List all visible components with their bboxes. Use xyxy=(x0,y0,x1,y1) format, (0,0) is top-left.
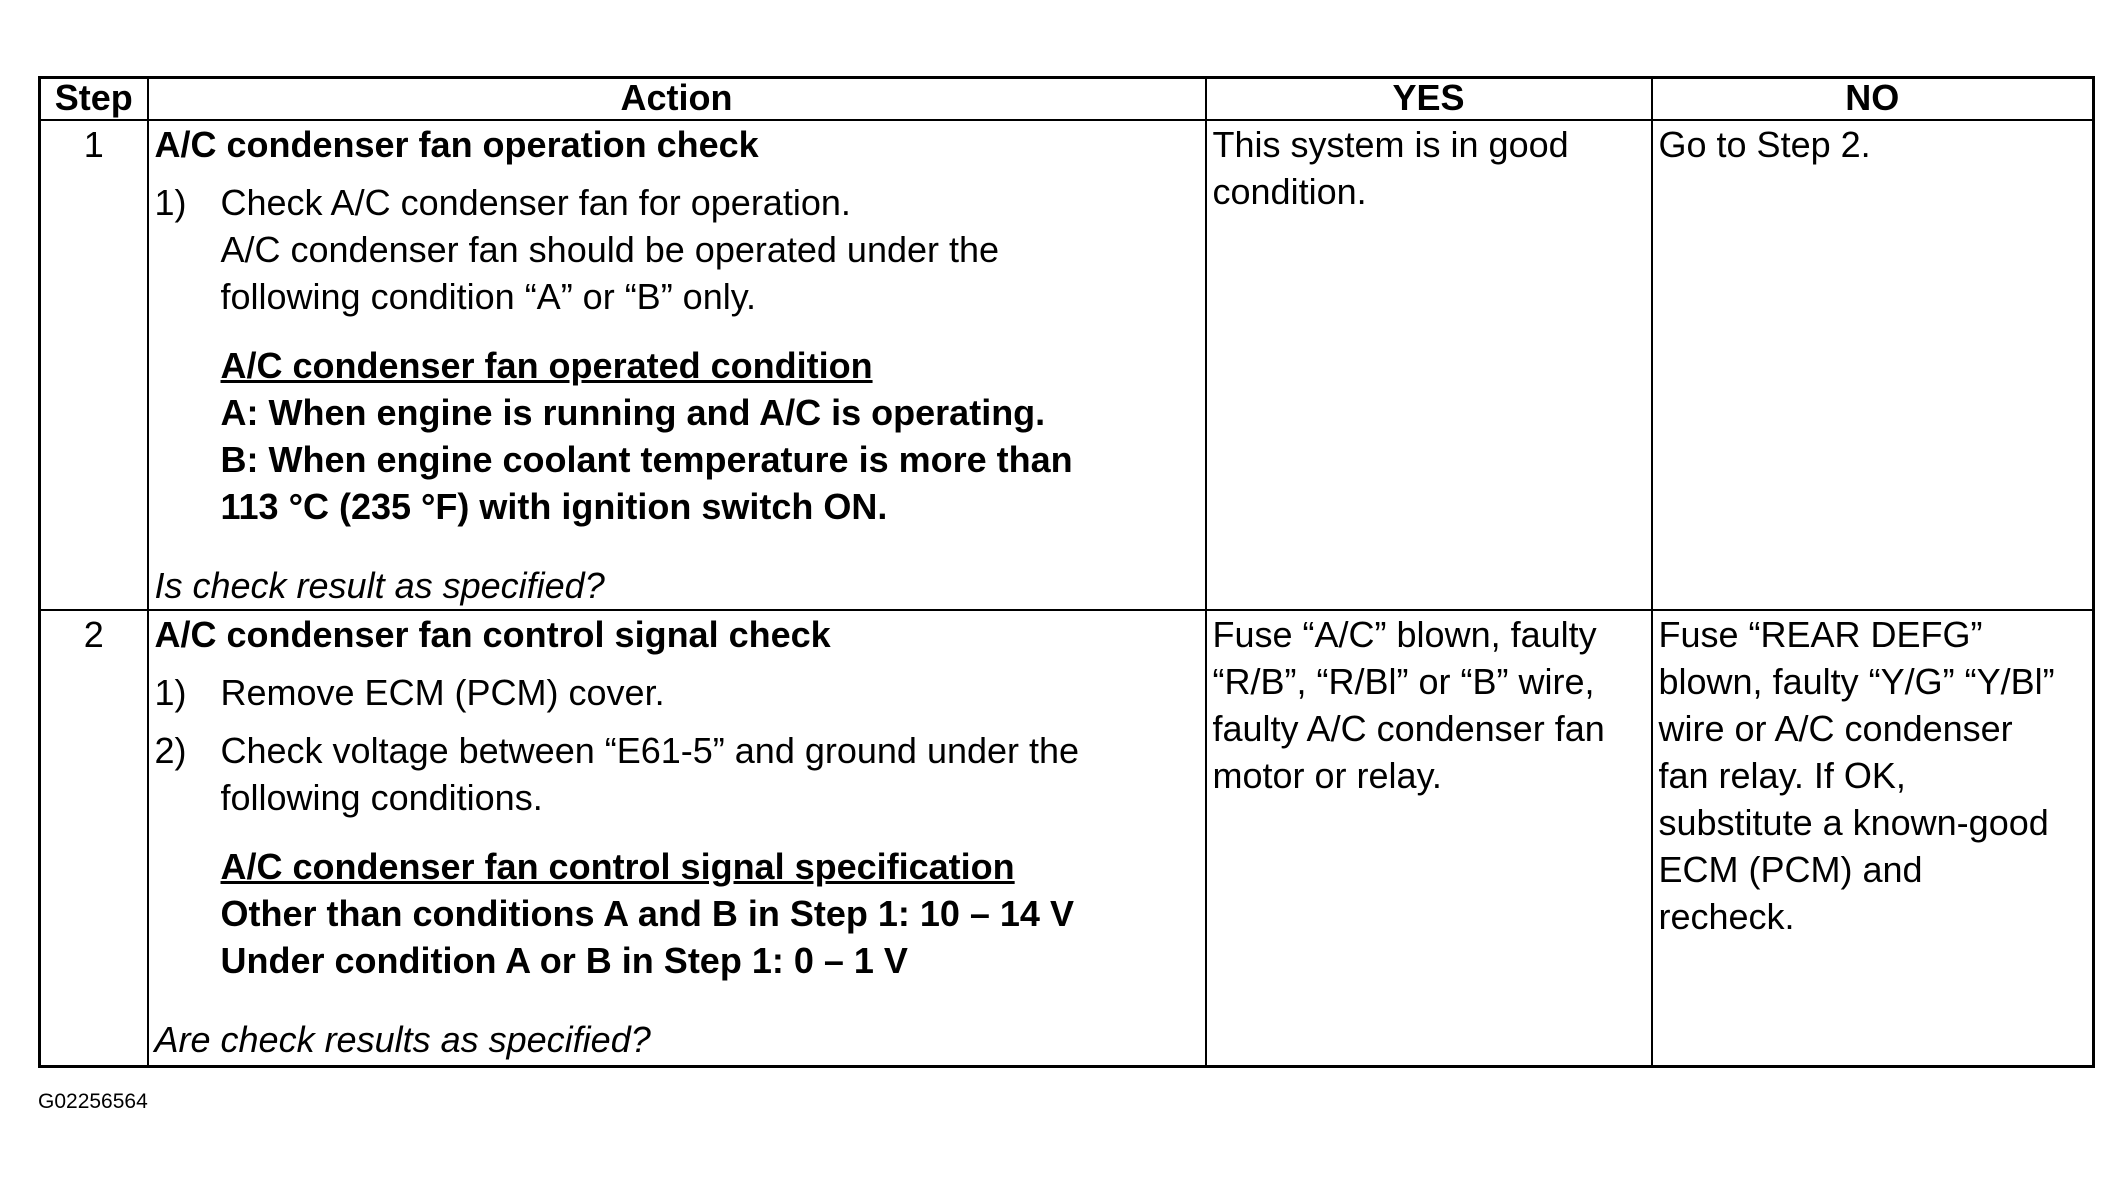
item-text: Check A/C condenser fan for operation. A/C condenser fan should be operated under the following condition “A” or “B” only. xyxy=(220,182,1000,317)
diagnostic-table xyxy=(38,76,2095,1068)
header-yes: YES xyxy=(1206,78,1652,121)
check-title: A/C condenser fan control signal check xyxy=(154,614,831,655)
action-cell xyxy=(148,120,1206,610)
procedure-item xyxy=(155,727,1199,821)
header-step: Step xyxy=(40,78,148,121)
item-number: 1) xyxy=(154,182,187,223)
header-no: NO xyxy=(1652,78,2094,121)
header-row xyxy=(40,78,2094,121)
item-text: Check voltage between “E61-5” and ground under the following conditions. xyxy=(220,730,1080,818)
specification-line: A: When engine is running and A/C is operating. xyxy=(220,392,1046,433)
action-cell xyxy=(148,610,1206,1066)
no-cell: Fuse “REAR DEFG” blown, faulty “Y/G” “Y/Bl” wire or A/C condenser fan relay. If OK, substitute a known-good ECM (PCM) and recheck. xyxy=(1652,610,2094,1066)
specification-block xyxy=(221,342,1199,530)
specification-title: A/C condenser fan control signal specification xyxy=(220,846,1015,887)
specification-block xyxy=(221,843,1199,984)
yes-cell: This system is in good condition. xyxy=(1206,120,1652,610)
step-number: 2 xyxy=(40,610,148,1066)
specification-line: B: When engine coolant temperature is more than xyxy=(220,439,1073,480)
specification-line: Under condition A or B in Step 1: 0 – 1 V xyxy=(220,940,908,981)
no-cell: Go to Step 2. xyxy=(1652,120,2094,610)
header-action: Action xyxy=(148,78,1206,121)
step-number: 1 xyxy=(40,120,148,610)
table-row xyxy=(40,120,2094,610)
specification-line: Other than conditions A and B in Step 1: 10 – 14 V xyxy=(220,893,1074,934)
check-title: A/C condenser fan operation check xyxy=(154,124,759,165)
check-question: Are check results as specified? xyxy=(154,1019,651,1060)
procedure-item xyxy=(155,179,1199,320)
specification-line: 113 °C (235 °F) with ignition switch ON. xyxy=(220,486,888,527)
check-question: Is check result as specified? xyxy=(154,565,605,606)
item-number: 1) xyxy=(154,672,187,713)
table-row xyxy=(40,610,2094,1066)
item-text: Remove ECM (PCM) cover. xyxy=(220,672,665,713)
item-number: 2) xyxy=(154,730,187,771)
figure-id: G02256564 xyxy=(38,1090,148,1113)
yes-cell: Fuse “A/C” blown, faulty “R/B”, “R/Bl” or “B” wire, faulty A/C condenser fan motor or relay. xyxy=(1206,610,1652,1066)
procedure-item xyxy=(155,669,1199,716)
specification-title: A/C condenser fan operated condition xyxy=(220,345,873,386)
